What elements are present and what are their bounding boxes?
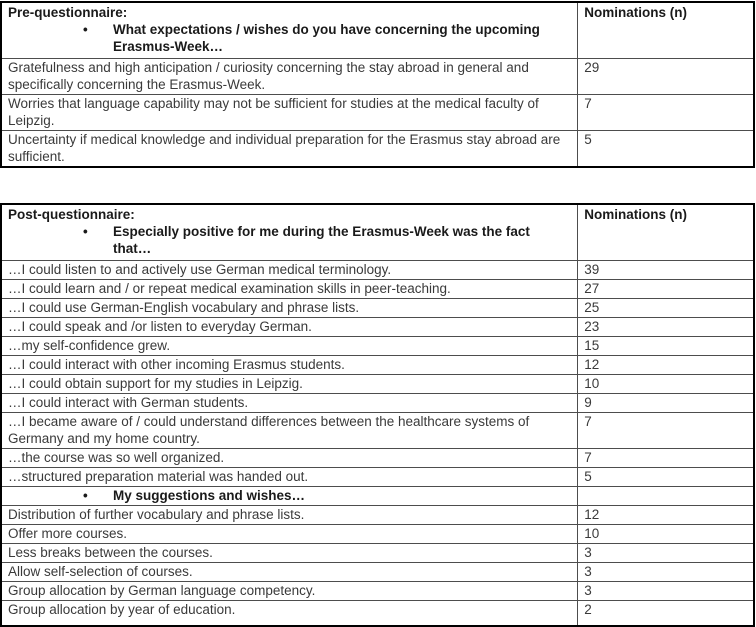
nominations-cell: 2	[578, 601, 754, 627]
nominations-cell: 3	[578, 582, 754, 601]
item-cell: …my self-confidence grew.	[1, 337, 578, 356]
bullet-icon: •	[83, 488, 88, 503]
table-row	[1, 468, 754, 487]
nominations-cell: 7	[578, 413, 754, 449]
pre-questionnaire-header-cell	[1, 2, 578, 59]
post-questionnaire-header-cell	[1, 204, 578, 261]
table-row	[1, 280, 754, 299]
item-cell: Offer more courses.	[1, 525, 578, 544]
item-cell: …I could obtain support for my studies in Leipzig.	[1, 375, 578, 394]
nominations-cell: 7	[578, 95, 754, 131]
table-row	[1, 394, 754, 413]
table-row	[1, 261, 754, 280]
pre-questionnaire-header-row	[1, 2, 754, 59]
table-row	[1, 582, 754, 601]
pre-questionnaire-table	[0, 1, 755, 168]
table-row	[1, 413, 754, 449]
nominations-cell: 12	[578, 506, 754, 525]
item-cell: …structured preparation material was handed out.	[1, 468, 578, 487]
nominations-cell: 25	[578, 299, 754, 318]
table-row	[1, 356, 754, 375]
table-row	[1, 487, 754, 506]
table-row	[1, 563, 754, 582]
nominations-column-header: Nominations (n)	[578, 204, 754, 261]
bullet-icon: •	[83, 22, 88, 37]
nominations-cell: 15	[578, 337, 754, 356]
subheader-text: My suggestions and wishes…	[113, 488, 306, 503]
header-bullet-text: Especially positive for me during the Erasmus-Week was the fact that…	[113, 224, 530, 256]
item-cell: Group allocation by German language competency.	[1, 582, 578, 601]
item-cell: …the course was so well organized.	[1, 449, 578, 468]
nominations-cell: 23	[578, 318, 754, 337]
header-bullet-line	[8, 21, 571, 55]
post-questionnaire-table	[0, 203, 755, 627]
nominations-cell	[578, 487, 754, 506]
table-row	[1, 449, 754, 468]
item-cell: Worries that language capability may not be sufficient for studies at the medical faculty of Leipzig.	[1, 95, 578, 131]
item-cell: …I could use German-English vocabulary and phrase lists.	[1, 299, 578, 318]
nominations-cell: 5	[578, 131, 754, 168]
nominations-cell: 3	[578, 544, 754, 563]
item-cell: …I became aware of / could understand differences between the healthcare systems of Germany and my home country.	[1, 413, 578, 449]
nominations-cell: 29	[578, 59, 754, 95]
table-row	[1, 601, 754, 627]
item-cell: Uncertainty if medical knowledge and individual preparation for the Erasmus stay abroad are sufficient.	[1, 131, 578, 168]
table-row	[1, 318, 754, 337]
subheader-bullet-line	[8, 487, 571, 504]
nominations-cell: 7	[578, 449, 754, 468]
table-row	[1, 95, 754, 131]
nominations-cell: 5	[578, 468, 754, 487]
item-cell: Group allocation by year of education.	[1, 601, 578, 627]
table-title: Post-questionnaire:	[8, 207, 135, 222]
item-cell: Distribution of further vocabulary and phrase lists.	[1, 506, 578, 525]
item-cell: Less breaks between the courses.	[1, 544, 578, 563]
nominations-cell: 12	[578, 356, 754, 375]
item-cell: Gratefulness and high anticipation / curiosity concerning the stay abroad in general and specifically concerning the Erasmus-Week.	[1, 59, 578, 95]
nominations-column-header: Nominations (n)	[578, 2, 754, 59]
nominations-cell: 9	[578, 394, 754, 413]
table-row	[1, 544, 754, 563]
post-questionnaire-header-row	[1, 204, 754, 261]
item-cell: Allow self-selection of courses.	[1, 563, 578, 582]
header-bullet-text: What expectations / wishes do you have concerning the upcoming Erasmus-Week…	[113, 22, 540, 54]
suggestions-subheader-cell	[1, 487, 578, 506]
table-title: Pre-questionnaire:	[8, 5, 128, 20]
nominations-cell: 39	[578, 261, 754, 280]
nominations-cell: 10	[578, 525, 754, 544]
item-cell: …I could interact with German students.	[1, 394, 578, 413]
item-cell: …I could listen to and actively use German medical terminology.	[1, 261, 578, 280]
table-row	[1, 59, 754, 95]
item-cell: …I could speak and /or listen to everyday German.	[1, 318, 578, 337]
nominations-cell: 10	[578, 375, 754, 394]
table-row	[1, 131, 754, 168]
table-row	[1, 525, 754, 544]
bullet-icon: •	[83, 224, 88, 239]
table-row	[1, 375, 754, 394]
table-row	[1, 506, 754, 525]
table-row	[1, 337, 754, 356]
nominations-cell: 27	[578, 280, 754, 299]
table-row	[1, 299, 754, 318]
item-cell: …I could interact with other incoming Erasmus students.	[1, 356, 578, 375]
nominations-cell: 3	[578, 563, 754, 582]
item-cell: …I could learn and / or repeat medical examination skills in peer-teaching.	[1, 280, 578, 299]
header-bullet-line	[8, 223, 571, 257]
